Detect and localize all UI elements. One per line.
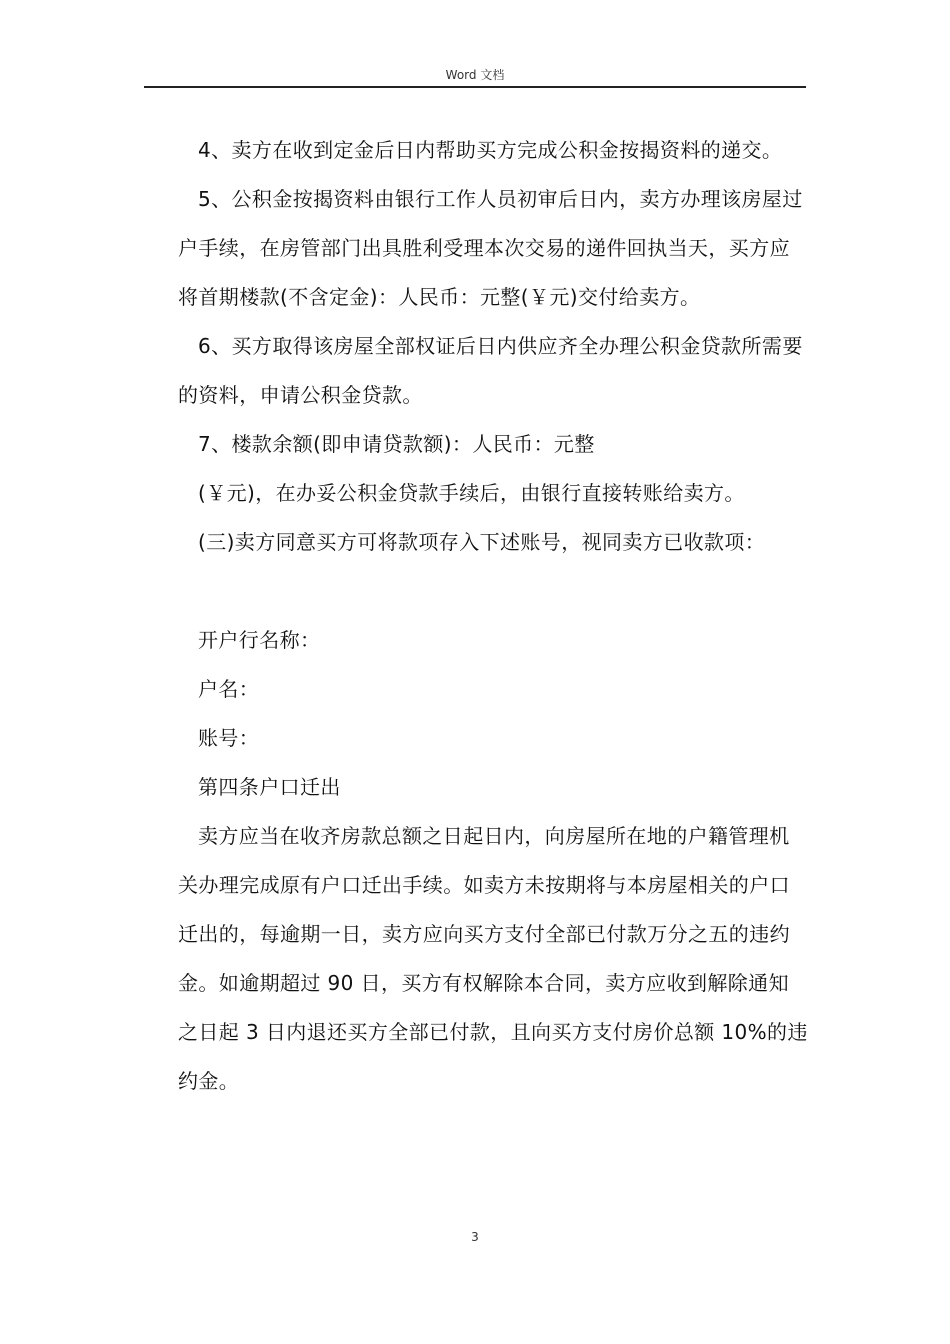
paragraph-item-7: 7、楼款余额(即申请贷款额)：人民币：元整 — [198, 432, 595, 456]
page-number: 3 — [471, 1230, 479, 1244]
page-header-title: Word 文档 — [445, 68, 505, 82]
paragraph-item-7-continued: (￥元)，在办妥公积金贷款手续后，由银行直接转账给卖方。 — [198, 481, 745, 505]
paragraph-item-4: 4、卖方在收到定金后日内帮助买方完成公积金按揭资料的递交。 — [198, 138, 783, 162]
header-divider — [144, 86, 806, 88]
document-body — [178, 126, 808, 1106]
article-4-body: 卖方应当在收齐房款总额之日起日内，向房屋所在地的户籍管理机关办理完成原有户口迁出手续。如卖方未按期将与本房屋相关的户口迁出的，每逾期一日，卖方应向买方支付全部已付款万分之五的违约金。如逾期超过 90 日，买方有权解除本合同，卖方应收到解除通知之日起 3 日内退还买方全部已付款，且向买方支付房价总额 10%的违约金。 — [178, 824, 808, 1093]
blank-line — [178, 567, 808, 616]
account-number-label: 账号： — [198, 726, 260, 750]
account-holder-label: 户名： — [198, 677, 260, 701]
article-4-heading: 第四条户口迁出 — [198, 775, 341, 799]
bank-name-label: 开户行名称： — [198, 628, 321, 652]
paragraph-item-5: 5、公积金按揭资料由银行工作人员初审后日内，卖方办理该房屋过户手续，在房管部门出具胜利受理本次交易的递件回执当天，买方应将首期楼款(不含定金)：人民币：元整(￥元)交付给卖方。 — [178, 187, 803, 309]
paragraph-clause-3: (三)卖方同意买方可将款项存入下述账号，视同卖方已收款项： — [198, 530, 766, 554]
paragraph-item-6: 6、买方取得该房屋全部权证后日内供应齐全办理公积金贷款所需要的资料，申请公积金贷款。 — [178, 334, 803, 407]
